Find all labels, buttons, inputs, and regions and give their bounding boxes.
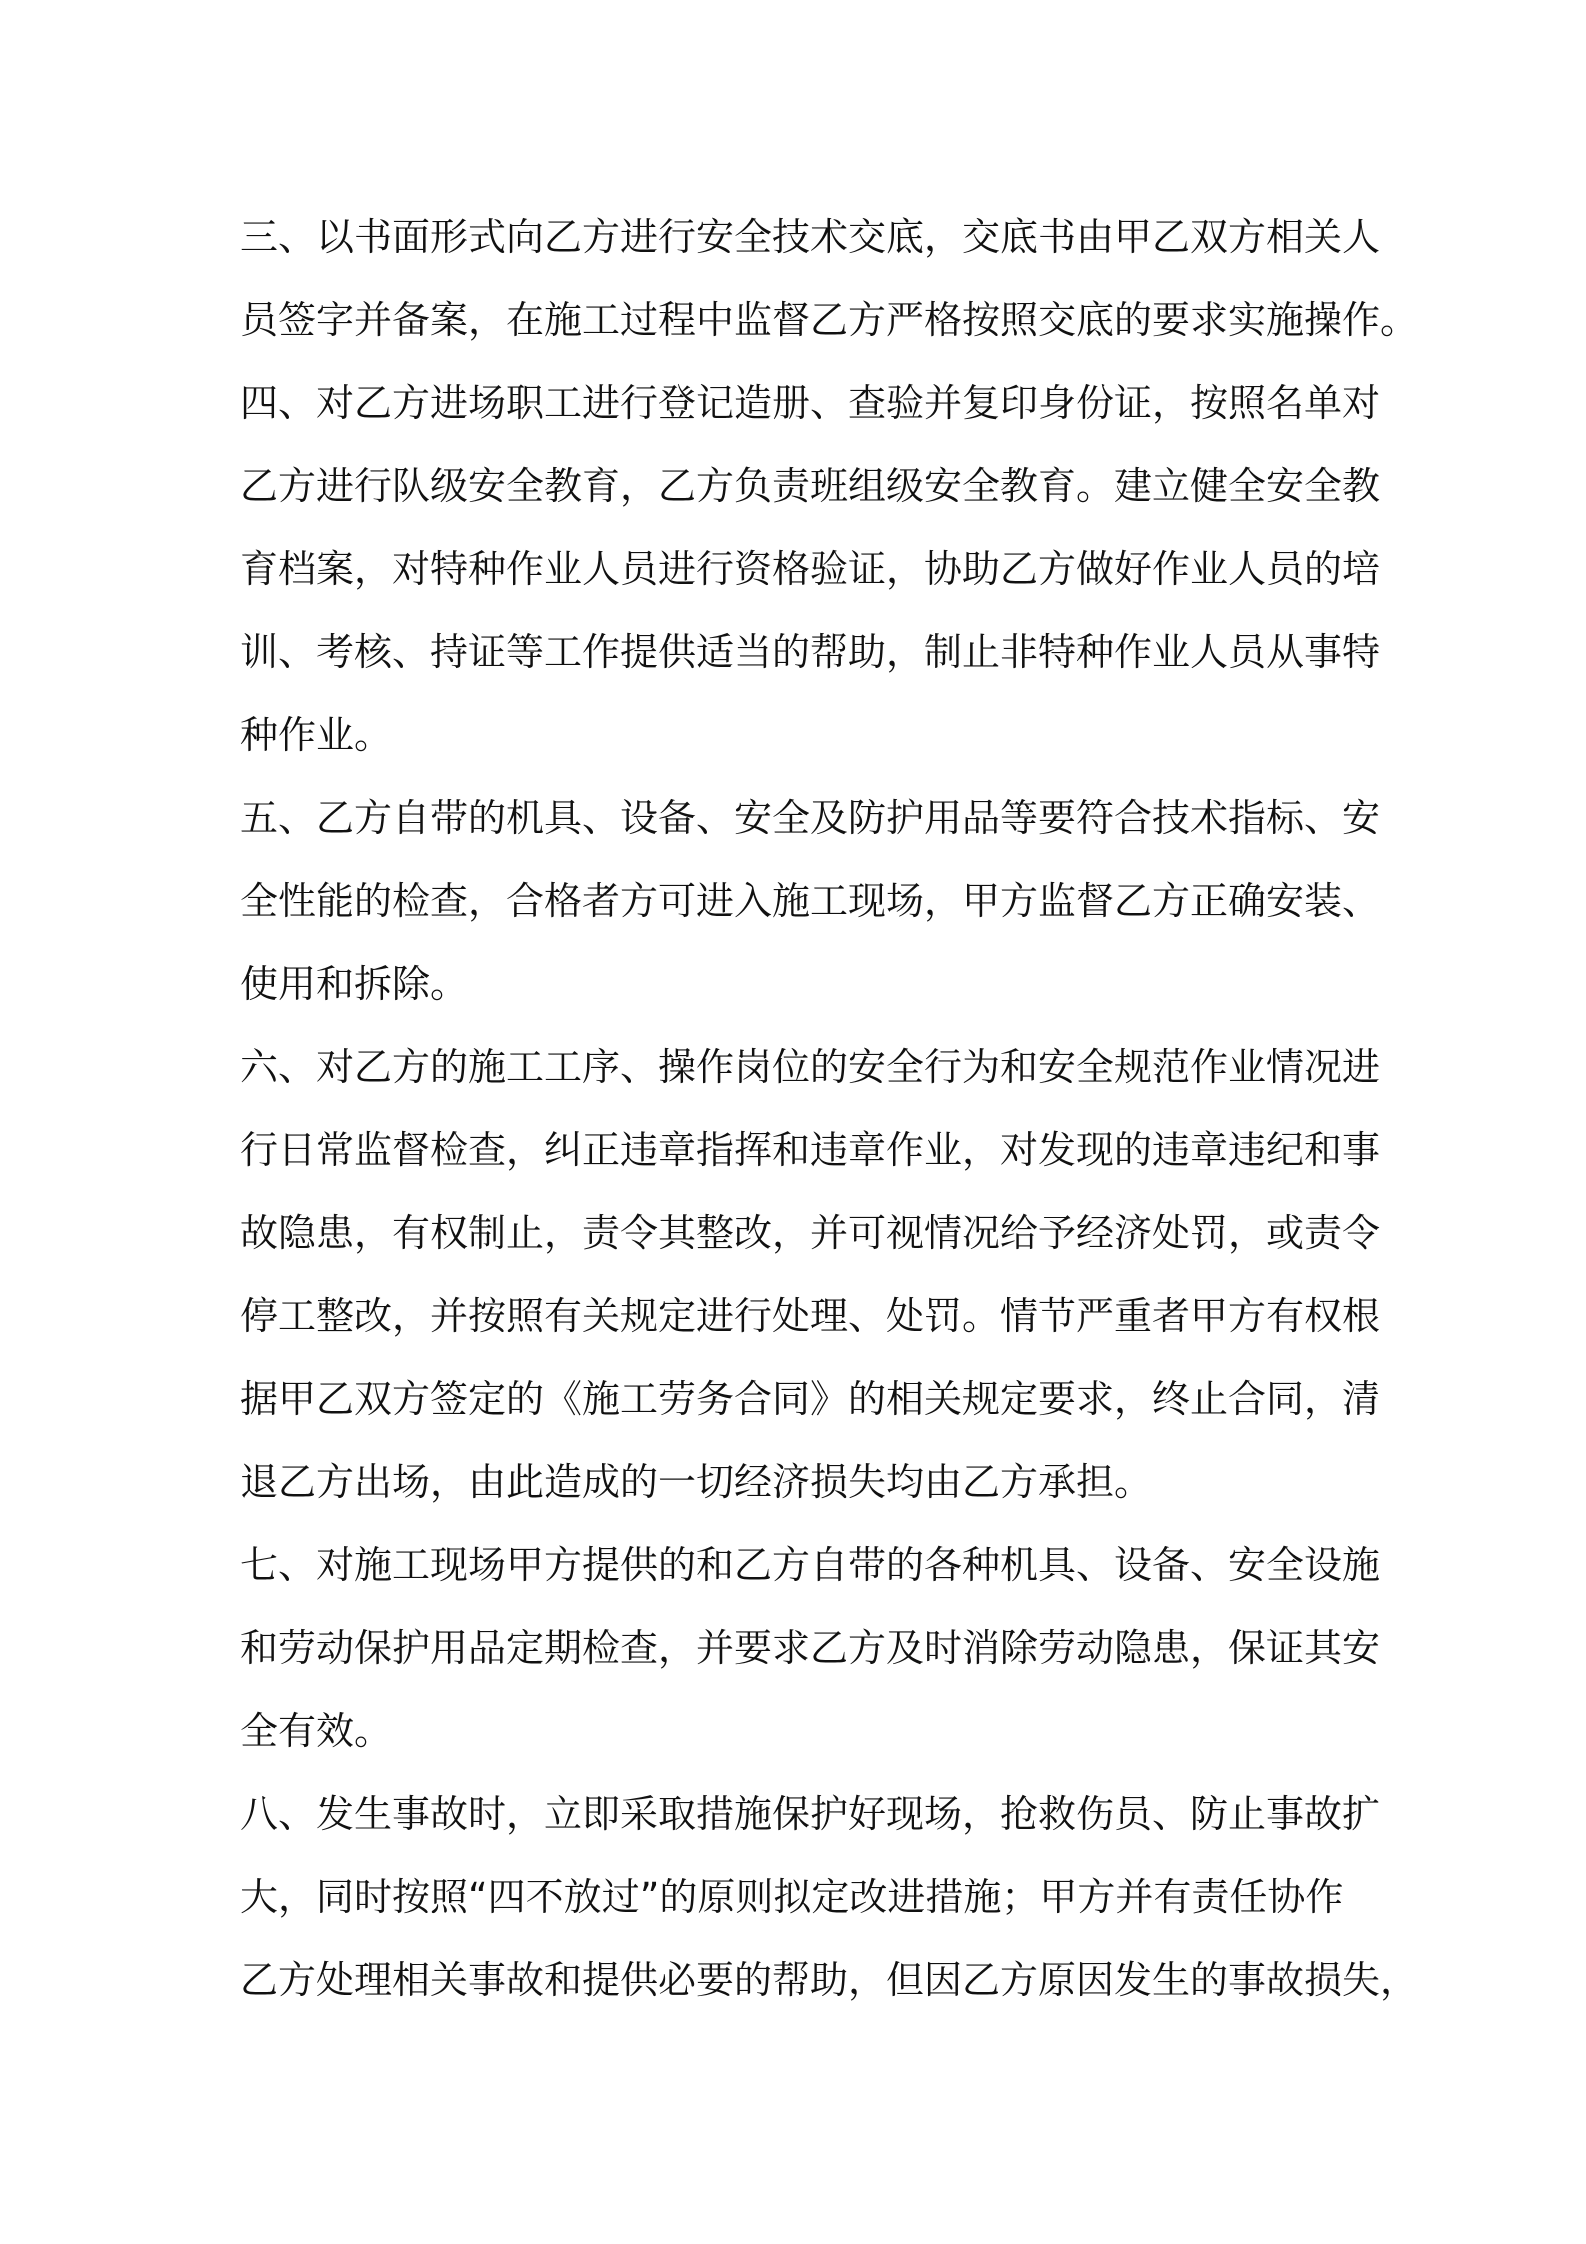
text-line: 八、发生事故时，立即采取措施保护好现场，抢救伤员、防止事故扩 <box>240 1792 1381 1836</box>
text-line: 和劳动保护用品定期检查，并要求乙方及时消除劳动隐患，保证其安 <box>240 1626 1381 1670</box>
text-line: 使用和拆除。 <box>240 962 469 1006</box>
text-line: 全有效。 <box>240 1709 393 1753</box>
text-line: 育档案，对特种作业人员进行资格验证，协助乙方做好作业人员的培 <box>240 547 1381 591</box>
text-line: 种作业。 <box>240 713 393 757</box>
text-line: 六、对乙方的施工工序、操作岗位的安全行为和安全规范作业情况进 <box>240 1045 1381 1089</box>
text-line: 故隐患，有权制止，责令其整改，并可视情况给予经济处罚，或责令 <box>240 1211 1381 1255</box>
text-line: 五、乙方自带的机具、设备、安全及防护用品等要符合技术指标、安 <box>240 796 1381 840</box>
text-line: 乙方进行队级安全教育，乙方负责班组级安全教育。建立健全安全教 <box>240 464 1381 508</box>
text-line: 停工整改，并按照有关规定进行处理、处罚。情节严重者甲方有权根 <box>240 1294 1381 1338</box>
text-line: 大，同时按照“四不放过”的原则拟定改进措施；甲方并有责任协作 <box>240 1875 1344 1919</box>
text-line: 退乙方出场，由此造成的一切经济损失均由乙方承担。 <box>240 1460 1153 1504</box>
text-line: 四、对乙方进场职工进行登记造册、查验并复印身份证，按照名单对 <box>240 381 1381 425</box>
text-line: 三、以书面形式向乙方进行安全技术交底，交底书由甲乙双方相关人 <box>240 215 1381 259</box>
text-line: 员签字并备案，在施工过程中监督乙方严格按照交底的要求实施操作。 <box>240 298 1419 342</box>
text-line: 乙方处理相关事故和提供必要的帮助，但因乙方原因发生的事故损失， <box>240 1958 1419 2002</box>
text-line: 全性能的检查，合格者方可进入施工现场，甲方监督乙方正确安装、 <box>240 879 1381 923</box>
text-line: 行日常监督检查，纠正违章指挥和违章作业，对发现的违章违纪和事 <box>240 1128 1381 1172</box>
text-line: 七、对施工现场甲方提供的和乙方自带的各种机具、设备、安全设施 <box>240 1543 1381 1587</box>
text-line: 训、考核、持证等工作提供适当的帮助，制止非特种作业人员从事特 <box>240 630 1381 674</box>
document-body <box>240 196 1419 2022</box>
text-line: 据甲乙双方签定的《施工劳务合同》的相关规定要求，终止合同，清 <box>240 1377 1381 1421</box>
